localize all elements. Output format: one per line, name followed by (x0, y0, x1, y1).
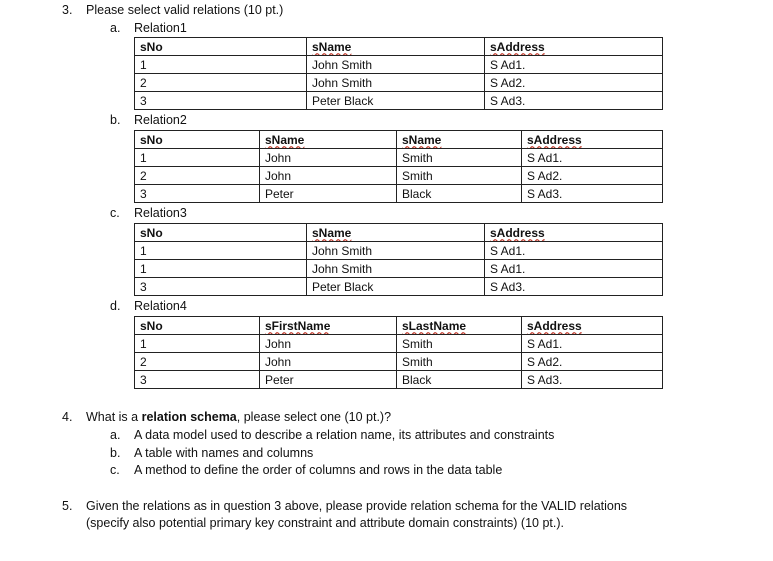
table-cell: John Smith (307, 242, 485, 260)
table-cell: S Ad3. (485, 278, 663, 296)
question-4-option-a[interactable]: a. A data model used to describe a relation name, its attributes and constraints (110, 428, 555, 442)
table-cell: Peter Black (307, 92, 485, 110)
table-cell: John Smith (307, 74, 485, 92)
question-4-option-c[interactable]: c. A method to define the order of columns and rows in the data table (110, 463, 503, 477)
table-cell: 1 (135, 149, 260, 167)
question-4-number: 4. (62, 410, 73, 424)
question-4-option-b[interactable]: b. A table with names and columns (110, 446, 314, 460)
table-cell: John Smith (307, 56, 485, 74)
header-cell: sName (307, 38, 485, 56)
table-cell: Smith (397, 353, 522, 371)
table-cell: Smith (397, 335, 522, 353)
table-cell: S Ad1. (485, 242, 663, 260)
header-cell: sAddress (485, 224, 663, 242)
relation-3-table (134, 223, 663, 296)
table-cell: 2 (135, 167, 260, 185)
table-header-row (135, 38, 663, 56)
header-cell: sNo (135, 224, 307, 242)
table-header-row (135, 131, 663, 149)
table-cell: 3 (135, 371, 260, 389)
table-row (135, 260, 663, 278)
relation-1-table (134, 37, 663, 110)
table-cell: 3 (135, 185, 260, 203)
header-cell: sName (307, 224, 485, 242)
table-cell: S Ad1. (485, 260, 663, 278)
question-4-text: What is a relation schema, please select one (10 pt.)? (86, 410, 392, 424)
table-row (135, 185, 663, 203)
table-row (135, 353, 663, 371)
header-cell: sLastName (397, 317, 522, 335)
header-cell: sAddress (522, 131, 663, 149)
relation-2-table (134, 130, 663, 203)
header-cell: sNo (135, 131, 260, 149)
header-cell: sAddress (522, 317, 663, 335)
relation-3-label: c. Relation3 (110, 206, 187, 220)
question-5-text: Given the relations as in question 3 above, please provide relation schema for the VALID relations (specify also potential primary key constraint and attribute domain constraints) (10 pt.). (86, 499, 628, 530)
table-cell: S Ad1. (485, 56, 663, 74)
table-cell: Peter (260, 185, 397, 203)
table-cell: S Ad3. (522, 185, 663, 203)
table-cell: Black (397, 185, 522, 203)
table-cell: Peter Black (307, 278, 485, 296)
table-cell: S Ad2. (522, 167, 663, 185)
question-4-bold-term: relation schema (141, 410, 237, 424)
table-cell: Black (397, 371, 522, 389)
relation-2-label: b. Relation2 (110, 113, 187, 127)
table-header-row (135, 224, 663, 242)
table-row (135, 335, 663, 353)
table-cell: 3 (135, 92, 307, 110)
table-cell: John (260, 353, 397, 371)
table-cell: S Ad1. (522, 335, 663, 353)
table-cell: John (260, 149, 397, 167)
table-cell: John (260, 167, 397, 185)
table-cell: 1 (135, 335, 260, 353)
table-cell: Smith (397, 149, 522, 167)
table-cell: 2 (135, 353, 260, 371)
table-row (135, 92, 663, 110)
table-row (135, 371, 663, 389)
relation-1-label: a. Relation1 (110, 21, 187, 35)
table-cell: Smith (397, 167, 522, 185)
table-cell: 1 (135, 260, 307, 278)
relation-4-label: d. Relation4 (110, 299, 187, 313)
table-cell: S Ad3. (485, 92, 663, 110)
table-row (135, 149, 663, 167)
table-cell: Peter (260, 371, 397, 389)
header-cell: sFirstName (260, 317, 397, 335)
table-cell: John Smith (307, 260, 485, 278)
question-3-number: 3. (62, 3, 73, 17)
header-cell: sNo (135, 38, 307, 56)
header-cell: sName (260, 131, 397, 149)
table-row (135, 242, 663, 260)
table-row (135, 278, 663, 296)
header-cell: sAddress (485, 38, 663, 56)
question-5-number: 5. (62, 499, 73, 513)
table-cell: 1 (135, 242, 307, 260)
question-3-text: Please select valid relations (10 pt.) (86, 3, 284, 17)
table-row (135, 56, 663, 74)
table-cell: 1 (135, 56, 307, 74)
table-cell: S Ad2. (485, 74, 663, 92)
table-row (135, 167, 663, 185)
table-header-row (135, 317, 663, 335)
table-row (135, 74, 663, 92)
table-cell: 3 (135, 278, 307, 296)
table-cell: 2 (135, 74, 307, 92)
relation-4-table (134, 316, 663, 389)
table-cell: S Ad3. (522, 371, 663, 389)
header-cell: sName (397, 131, 522, 149)
table-cell: John (260, 335, 397, 353)
table-cell: S Ad1. (522, 149, 663, 167)
header-cell: sNo (135, 317, 260, 335)
table-cell: S Ad2. (522, 353, 663, 371)
